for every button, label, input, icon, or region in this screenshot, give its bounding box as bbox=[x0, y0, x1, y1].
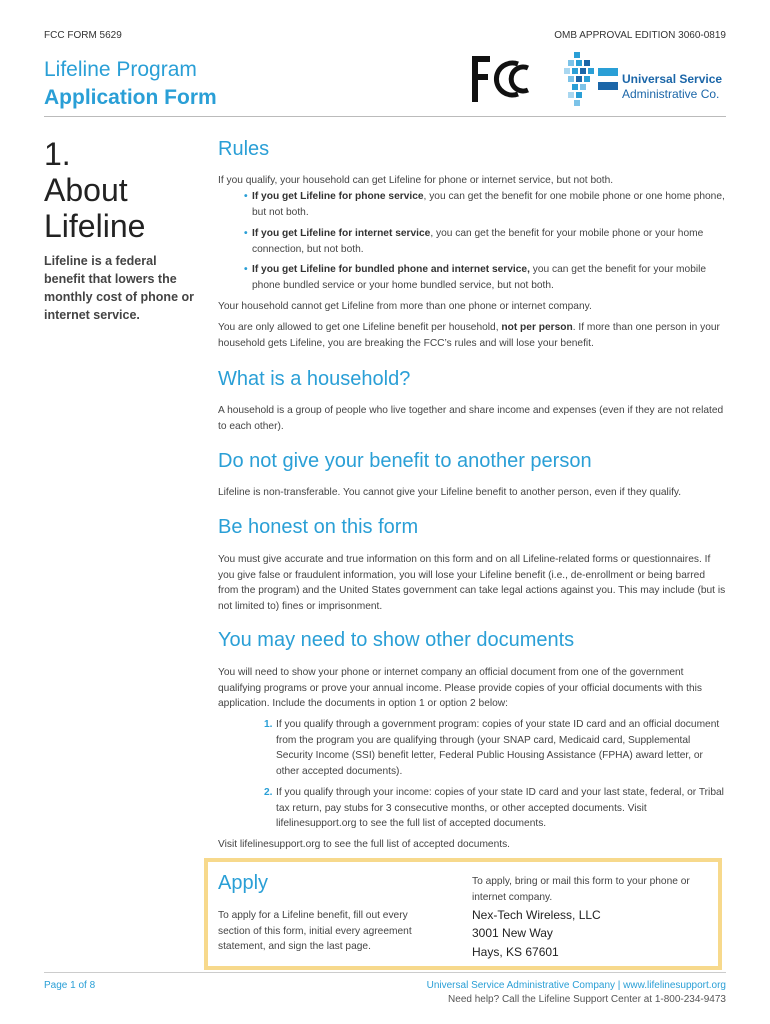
bullet-icon: • bbox=[244, 191, 248, 202]
bullet-text: you can get the benefit for your mobile phone bundled service or your home bundled service, but not both. bbox=[252, 264, 707, 291]
company-city: Hays, KS 67601 bbox=[472, 945, 559, 959]
household-text: A household is a group of people who live together and share income and expenses (even if they are not related to each other). bbox=[218, 405, 724, 432]
bullet-text: , you can get the benefit for one mobile phone or one home phone, but not both. bbox=[252, 191, 725, 218]
documents-heading: You may need to show other documents bbox=[218, 629, 575, 651]
nogive-heading: Do not give your benefit to another person bbox=[218, 450, 592, 472]
rules-p2-text: You are only allowed to get one Lifeline benefit per household, bbox=[218, 322, 502, 333]
honest-text: You must give accurate and true information on this form and on all Lifeline-related forms or questionnaires. If you give false or fraudulent information, you will lose your Lifeline benefit (i.e., de-enrollment or being barred from the program) and the United States government can take legal actions against you. This may include (but is not limited to) fines or imprisonment. bbox=[218, 554, 726, 612]
apply-instructions: To apply, bring or mail this form to your phone or internet company. bbox=[472, 876, 690, 903]
footer-help: Need help? Call the Lifeline Support Center at 1-800-234-9473 bbox=[448, 994, 726, 1005]
rules-heading: Rules bbox=[218, 138, 270, 160]
usac-name-line1: Universal Service bbox=[622, 72, 723, 86]
nogive-text: Lifeline is non-transferable. You cannot give your Lifeline benefit to another person, even if they qualify. bbox=[218, 487, 682, 498]
bullet-bold: If you get Lifeline for bundled phone and internet service, bbox=[252, 264, 530, 275]
section-number: 1. bbox=[44, 136, 71, 172]
omb-approval: OMB APPROVAL EDITION 3060-0819 bbox=[554, 30, 726, 41]
rules-bullet bbox=[244, 189, 726, 220]
rules-bullet bbox=[244, 262, 726, 293]
bullet-text: , you can get the benefit for your mobile phone or your home connection, but not both. bbox=[252, 228, 704, 255]
section-description: Lifeline is a federal benefit that lowers the monthly cost of phone or internet service. bbox=[44, 254, 194, 322]
option-number: 2. bbox=[264, 787, 273, 798]
form-title-line1: Lifeline Program bbox=[44, 58, 197, 81]
rules-p2-bold: not per person bbox=[501, 322, 573, 333]
page-number: Page 1 of 8 bbox=[44, 980, 96, 991]
footer-divider bbox=[44, 972, 726, 973]
apply-heading: Apply bbox=[218, 872, 269, 894]
usac-logo-bar bbox=[598, 68, 618, 76]
form-id: FCC FORM 5629 bbox=[44, 30, 122, 41]
option-text: If you qualify through a government program: copies of your state ID card and an official document from the program you are qualifying through (your SNAP card, Medicaid card, Supplemental Security Income (SSI) benefit letter, Federal Public Housing Assistance (FPHA) award letter, or other accepted documents). bbox=[276, 719, 720, 777]
bullet-icon: • bbox=[244, 264, 248, 275]
bullet-bold: If you get Lifeline for internet service bbox=[252, 228, 431, 239]
apply-text: To apply for a Lifeline benefit, fill out every section of this form, initial every agreement statement, and sign the last page. bbox=[218, 910, 412, 952]
household-heading: What is a household? bbox=[218, 368, 411, 390]
documents-option-1 bbox=[264, 717, 726, 779]
documents-visit: Visit lifelinesupport.org to see the full list of accepted documents. bbox=[218, 839, 511, 850]
rules-bullet bbox=[244, 226, 726, 257]
header-divider bbox=[44, 116, 726, 117]
rules-p2-text: . If more than one person in your household gets Lifeline, you are breaking the FCC’s rules and will lose your benefit. bbox=[218, 322, 720, 349]
bullet-icon: • bbox=[244, 228, 248, 239]
company-street: 3001 New Way bbox=[472, 926, 553, 940]
usac-logo-icon bbox=[564, 52, 594, 112]
company-name: Nex-Tech Wireless, LLC bbox=[472, 908, 601, 922]
rules-paragraph-1: Your household cannot get Lifeline from more than one phone or internet company. bbox=[218, 301, 592, 312]
honest-heading: Be honest on this form bbox=[218, 516, 419, 538]
option-number: 1. bbox=[264, 719, 273, 730]
rules-intro: If you qualify, your household can get Lifeline for phone or internet service, but not both. bbox=[218, 175, 614, 186]
documents-intro: You will need to show your phone or internet company an official document from one of the government qualifying programs or prove your annual income. Please provide copies of your official documents with this application. Include the documents in option 1 or option 2 below: bbox=[218, 667, 702, 709]
rules-paragraph-2 bbox=[218, 320, 728, 351]
bullet-bold: If you get Lifeline for phone service bbox=[252, 191, 424, 202]
footer-org-link[interactable]: Universal Service Administrative Company | www.lifelinesupport.org bbox=[426, 980, 726, 991]
fcc-logo bbox=[470, 54, 532, 104]
option-text: If you qualify through your income: copies of your state ID card and your last state, federal, or Tribal tax return, pay stubs for 3 consecutive months, or other accepted documents. Visit lifelinesupport.org to see the full list of accepted documents. bbox=[276, 787, 724, 829]
documents-option-2 bbox=[264, 785, 726, 832]
form-title-line2: Application Form bbox=[44, 86, 217, 109]
section-name: About Lifeline bbox=[44, 172, 146, 244]
usac-name-line2: Administrative Co. bbox=[622, 87, 720, 101]
usac-logo-bar bbox=[598, 82, 618, 90]
